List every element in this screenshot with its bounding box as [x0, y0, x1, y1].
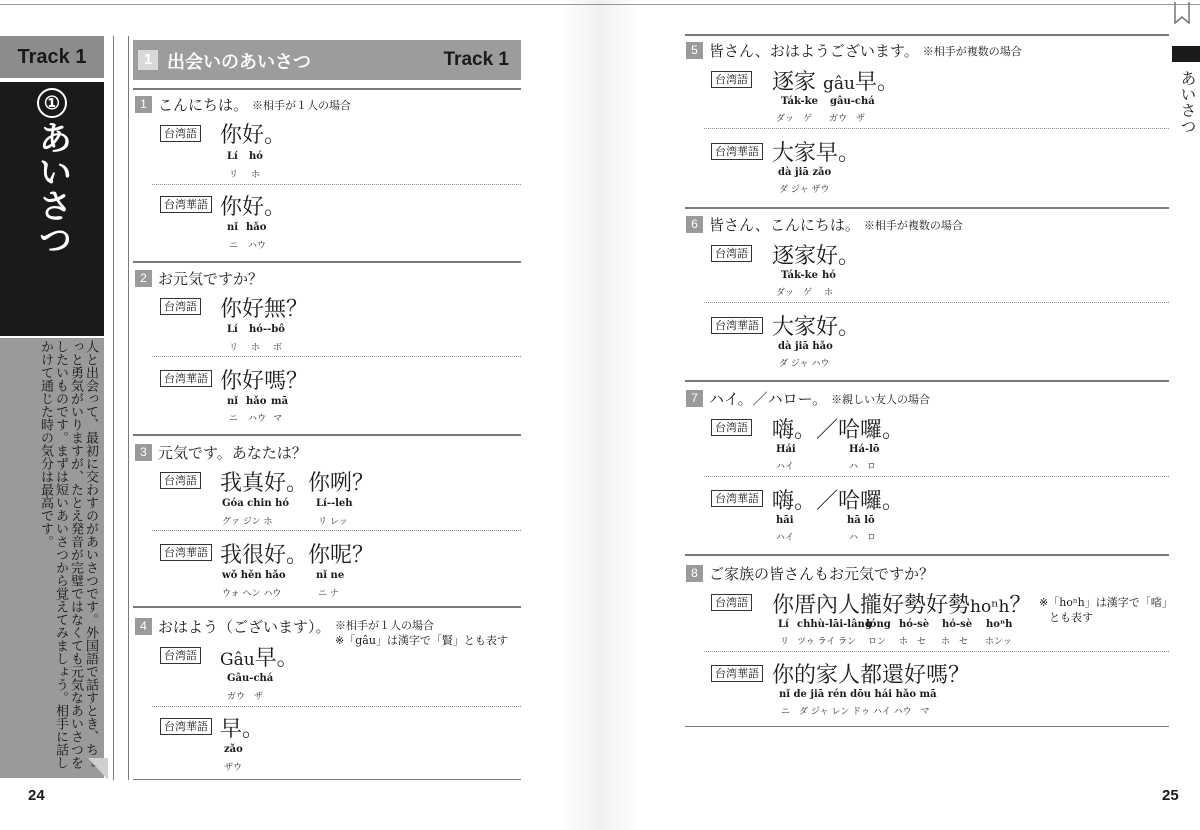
page-fold-corner — [88, 758, 108, 780]
section-divider — [133, 779, 521, 780]
kana-reading: ツゥ ライ ラン — [797, 637, 857, 647]
taiwanese-phrase: 我真好。你咧？ — [220, 471, 375, 496]
question-3 — [135, 442, 307, 463]
romanization: Hái — [776, 444, 796, 455]
chapter-tab-label: あいさつ — [1178, 70, 1197, 134]
kana-reading: マ — [273, 414, 283, 424]
section-divider — [685, 207, 1169, 209]
romanization: hoⁿh — [986, 619, 1013, 630]
question-6 — [686, 214, 963, 235]
row-divider — [152, 356, 521, 357]
question-number: 1 — [135, 96, 152, 113]
taiwanese-phrase: 逐家好。 — [772, 244, 861, 269]
romanization: Lí — [227, 151, 238, 162]
taiwanese-phrase — [772, 65, 899, 96]
question-note: ※相手が１人の場合 — [335, 619, 434, 632]
romanization: hó — [249, 151, 263, 162]
kana-reading: ハ ロ — [849, 533, 877, 543]
phrase-latin: gâu — [823, 74, 855, 94]
kana-reading: ホ セ — [941, 637, 969, 647]
romanization: chhù-lāi-lâng — [797, 619, 872, 630]
question-1 — [135, 94, 351, 115]
romanization: nǐ de jiā rén dōu hái hǎo mā — [779, 689, 937, 700]
mandarin-badge: 台湾華語 — [160, 196, 212, 213]
romanization: gâu-chá — [830, 96, 875, 107]
question-text: 皆さん、こんにちは。 — [709, 216, 860, 234]
kana-reading: ダ ジャ ザウ — [779, 185, 830, 195]
kana-reading: ザウ — [224, 763, 243, 773]
romanization: Lí — [227, 324, 238, 335]
mandarin-badge: 台湾華語 — [160, 370, 212, 387]
kana-reading: ホ — [824, 288, 834, 298]
romanization: dà jiā zǎo — [778, 167, 832, 178]
romanization: Ták-ke — [781, 96, 818, 107]
taiwanese-badge: 台湾語 — [160, 472, 201, 489]
kana-reading: リ レッ — [318, 517, 348, 527]
kana-reading: ニ — [229, 241, 239, 251]
row-divider — [704, 476, 1169, 477]
taiwanese-badge: 台湾語 — [711, 419, 752, 436]
row-divider — [704, 302, 1169, 303]
question-number: 5 — [686, 42, 703, 59]
taiwanese-phrase: 嗨。／哈囉。 — [772, 418, 905, 443]
phrase-latin: Gâu — [220, 650, 255, 670]
romanization: zǎo — [224, 744, 243, 755]
kana-reading: ニ ダ ジャ レン ドゥ ハイ ハウ マ — [781, 707, 930, 717]
kana-reading: ニ ナ — [318, 589, 339, 599]
question-note: ※相手が１人の場合 — [252, 98, 352, 112]
sidebar-intro-text: 人と出会って、最初に交わすのがあいさつです。外国語で話すとき、ちょっと勇気がいりますが、たとえ発音が完璧ではなくても元気なあいさつをしたいものです。まずは短いあいさつから覚えてみましょう。相手に話しかけて通じた時の気分は最高です。 — [38, 340, 98, 769]
taiwanese-phrase — [772, 588, 1032, 619]
mandarin-phrase: 大家早。 — [772, 141, 861, 166]
question-text: こんにちは。 — [158, 96, 249, 114]
mandarin-badge: 台湾華語 — [711, 317, 763, 334]
lesson-number: 1 — [138, 50, 158, 70]
mandarin-phrase: 大家好。 — [772, 315, 861, 340]
taiwanese-phrase: 你好。 — [220, 123, 287, 148]
question-7 — [686, 388, 930, 409]
kana-reading: ボ — [273, 343, 283, 353]
kana-reading: リ — [229, 170, 239, 180]
romanization: mā — [271, 396, 289, 407]
book-gutter — [560, 0, 640, 830]
phrase-hanzi: 你厝內人攏好勢好勢 — [772, 593, 971, 618]
romanization: Gâu-chá — [227, 673, 274, 684]
section-divider — [685, 380, 1169, 382]
taiwanese-phrase: 你好無？ — [220, 297, 309, 322]
bookmark-icon — [1174, 2, 1190, 24]
row-divider — [704, 128, 1169, 129]
taiwanese-badge: 台湾語 — [711, 594, 752, 611]
kana-reading: ハイ — [776, 533, 795, 543]
lesson-track: Track 1 — [443, 49, 509, 70]
phrase-hanzi: 早。 — [854, 70, 899, 95]
kana-reading: ハウ — [248, 414, 267, 424]
question-note: ※相手が複数の場合 — [922, 44, 1022, 58]
section-divider — [685, 554, 1169, 556]
kana-reading: リ — [780, 637, 790, 647]
question-text: お元気ですか？ — [158, 270, 264, 288]
sidebar-chapter-title — [0, 82, 104, 336]
romanization: Lí--leh — [316, 498, 353, 509]
question-number: 3 — [135, 444, 152, 461]
phrase-end: ？ — [1009, 593, 1032, 618]
mandarin-badge: 台湾華語 — [711, 490, 763, 507]
romanization: hǎo — [246, 396, 267, 407]
mandarin-phrase: 你好。 — [220, 195, 287, 220]
question-number: 4 — [135, 618, 152, 635]
section-divider — [133, 606, 521, 608]
phrase-latin: hoⁿh — [970, 597, 1010, 617]
romanization: dà jiā hǎo — [778, 341, 833, 352]
romanization: hó-sè — [899, 619, 930, 630]
romanization: Góa chin hó — [222, 498, 290, 509]
question-note: ※「hoⁿh」は漢字で「㗂」 — [1039, 596, 1173, 609]
divider — [113, 36, 114, 780]
chapter-tab — [1172, 46, 1200, 62]
phrase-hanzi: 逐家 — [772, 70, 817, 95]
question-text: ご家族の皆さんもお元気ですか？ — [709, 565, 935, 583]
mandarin-phrase: 你的家人都還好嗎？ — [772, 663, 971, 688]
sidebar-track-label: Track 1 — [0, 36, 104, 78]
question-2 — [135, 268, 263, 289]
mandarin-phrase: 你好嗎？ — [220, 369, 309, 394]
romanization: hó — [822, 270, 836, 281]
section-divider — [685, 34, 1169, 36]
kana-reading: ダ ジャ ハウ — [779, 359, 830, 369]
divider — [128, 36, 129, 780]
question-5 — [686, 40, 1022, 61]
row-divider — [704, 651, 1169, 652]
question-text: おはよう（ございます）。 — [158, 618, 331, 636]
kana-reading: ホ — [251, 170, 261, 180]
question-number: 6 — [686, 216, 703, 233]
romanization: Ták-ke — [781, 270, 818, 281]
chapter-title: あいさつ — [33, 120, 71, 256]
kana-reading: ニ — [229, 414, 239, 424]
kana-reading: ホンッ — [985, 637, 1012, 647]
kana-reading: ガウ ザ — [227, 692, 264, 702]
kana-reading: ダッ ゲ — [776, 114, 813, 124]
page-number-right: 25 — [1162, 787, 1179, 804]
taiwanese-phrase — [220, 641, 299, 672]
question-4 — [135, 616, 331, 637]
romanization: hó--bô — [249, 324, 285, 335]
kana-reading: ハ ロ — [849, 462, 877, 472]
lesson-header — [133, 40, 521, 80]
romanization: hó-sè — [942, 619, 973, 630]
romanization: hǎo — [246, 222, 267, 233]
question-text: 皆さん、おはようございます。 — [709, 42, 919, 60]
section-divider — [133, 434, 521, 436]
kana-reading: ダッ ゲ — [776, 288, 813, 298]
mandarin-phrase: 早。 — [220, 717, 265, 742]
taiwanese-badge: 台湾語 — [711, 245, 752, 262]
question-number: 8 — [686, 565, 703, 582]
section-divider — [133, 261, 521, 263]
question-note: ※相手が複数の場合 — [863, 218, 963, 232]
sidebar-intro — [0, 338, 104, 778]
romanization: nǐ — [227, 222, 239, 233]
kana-reading: ロン — [868, 637, 887, 647]
romanization: hāi — [776, 515, 794, 526]
question-note: ※「gâu」は漢字で「賢」とも表す — [335, 634, 508, 647]
taiwanese-badge: 台湾語 — [711, 71, 752, 88]
mandarin-phrase: 嗨。／哈囉。 — [772, 489, 905, 514]
question-number: 7 — [686, 390, 703, 407]
kana-reading: リ — [229, 343, 239, 353]
row-divider — [152, 706, 521, 707]
taiwanese-badge: 台湾語 — [160, 298, 201, 315]
question-text: ハイ。／ハロー。 — [709, 390, 828, 408]
chapter-number: ① — [37, 88, 67, 118]
mandarin-badge: 台湾華語 — [711, 143, 763, 160]
section-divider — [685, 726, 1169, 727]
romanization: nǐ — [227, 396, 239, 407]
section-divider — [133, 88, 521, 90]
romanization: hā lō — [847, 515, 875, 526]
kana-reading: ガウ ザ — [829, 114, 866, 124]
kana-reading: ハイ — [776, 462, 795, 472]
question-text: 元気です。あなたは？ — [158, 444, 307, 462]
taiwanese-badge: 台湾語 — [160, 125, 201, 142]
kana-reading: ハウ — [248, 241, 267, 251]
question-note: とも表す — [1049, 611, 1093, 624]
romanization: Há-lō — [849, 444, 880, 455]
question-8 — [686, 563, 934, 584]
mandarin-badge: 台湾華語 — [160, 544, 212, 561]
page-number-left: 24 — [28, 787, 45, 804]
romanization: nǐ ne — [316, 570, 345, 581]
romanization: Lí — [778, 619, 789, 630]
question-number: 2 — [135, 270, 152, 287]
kana-reading: ホ セ — [899, 637, 927, 647]
question-note: ※親しい友人の場合 — [831, 392, 931, 406]
kana-reading: ホ — [251, 343, 261, 353]
lesson-title: 出会いのあいさつ — [167, 52, 311, 72]
row-divider — [152, 184, 521, 185]
mandarin-badge: 台湾華語 — [160, 718, 212, 735]
taiwanese-badge: 台湾語 — [160, 647, 201, 664]
romanization: wǒ hěn hǎo — [222, 570, 286, 581]
phrase-hanzi: 早。 — [254, 646, 299, 671]
row-divider — [152, 530, 521, 531]
kana-reading: グァ ジン ホ — [222, 517, 273, 527]
kana-reading: ウォ ヘン ハウ — [222, 589, 282, 599]
mandarin-badge: 台湾華語 — [711, 665, 763, 682]
romanization: lóng — [866, 619, 891, 630]
mandarin-phrase: 我很好。你呢？ — [220, 543, 375, 568]
